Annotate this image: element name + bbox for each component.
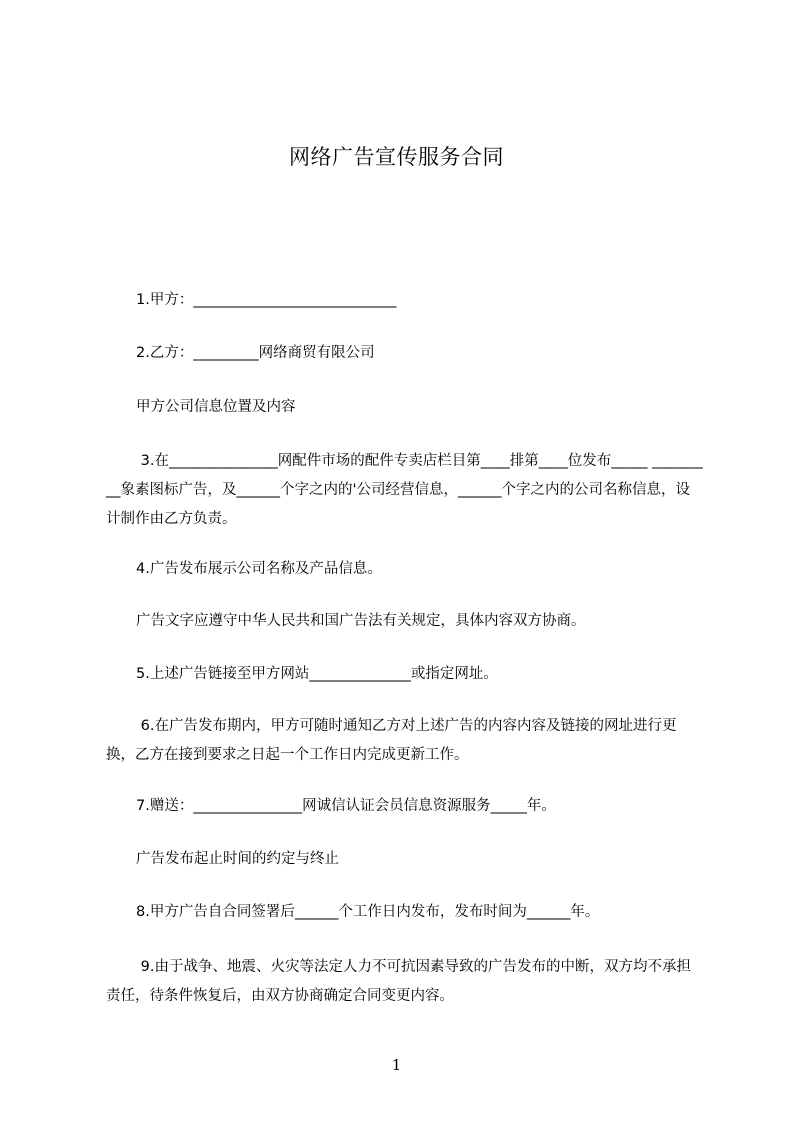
paragraph-clause-5: 5.上述广告链接至甲方网站______________或指定网址。	[136, 666, 498, 682]
paragraph-info-heading: 甲方公司信息位置及内容	[136, 399, 296, 415]
paragraph-clause-8: 8.甲方广告自合同签署后______个工作日内发布，发布时间为______年。	[136, 904, 600, 920]
paragraph-party-b: 2.乙方：_________网络商贸有限公司	[136, 345, 375, 361]
document-title: 网络广告宣传服务合同	[289, 145, 504, 169]
paragraph-clause-4: 4.广告发布展示公司名称及产品信息。	[136, 561, 382, 577]
paragraph-clause-7: 7.赠送：_______________网诚信认证会员信息资源服务_____年。	[136, 798, 556, 814]
paragraph-party-a: 1.甲方：____________________________	[136, 292, 397, 308]
paragraph-term-heading: 广告发布起止时间的约定与终止	[136, 851, 339, 867]
page-number: 1	[391, 1056, 402, 1074]
paragraph-clause-6: 6.在广告发布期内，甲方可随时通知乙方对上述广告的内容内容及链接的网址进行更换，乙方在接到要求之日起一个工作日内完成更新工作。	[106, 718, 677, 763]
paragraph-ad-law: 广告文字应遵守中华人民共和国广告法有关规定，具体内容双方协商。	[136, 613, 586, 629]
paragraph-clause-3: 3.在_______________网配件市场的配件专卖店栏目第____排第____位发布_____ _________象素图标广告，及______个字之内的'公司经营信息，______个字之内的公司名称信息，设计制作由乙方负责。	[106, 453, 703, 527]
paragraph-clause-9: 9.由于战争、地震、火灾等法定人力不可抗因素导致的广告发布的中断，双方均不承担责任，待条件恢复后，由双方协商确定合同变更内容。	[106, 959, 691, 1004]
